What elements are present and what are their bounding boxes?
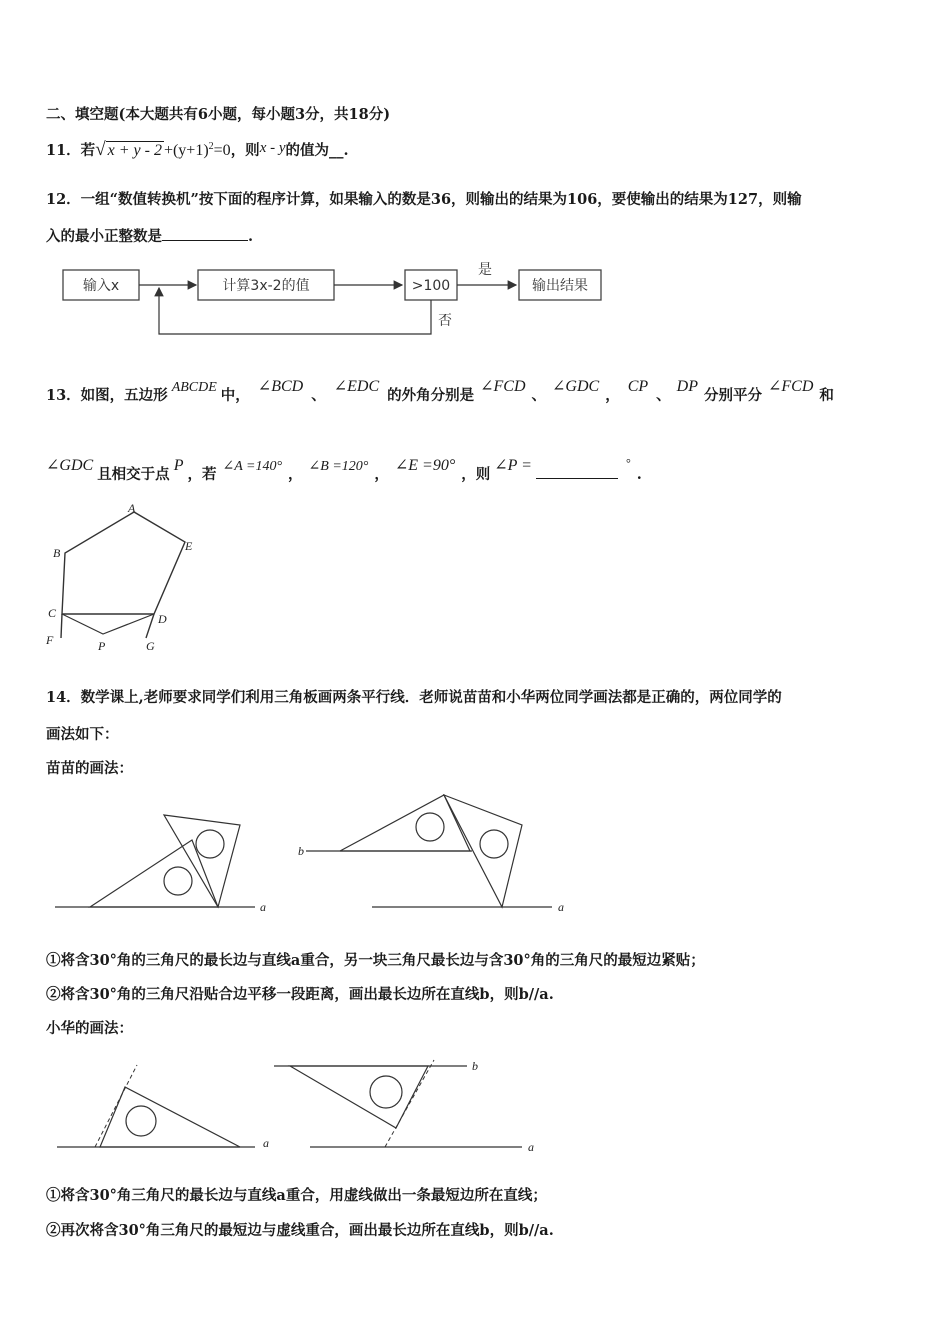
q11-number: 11．若 bbox=[46, 142, 96, 159]
q11-sqrt: √ x + y - 2 bbox=[95, 139, 162, 160]
label-g: G bbox=[146, 639, 155, 653]
question-11 bbox=[46, 139, 349, 161]
dashed-line bbox=[385, 1060, 434, 1147]
q13-ze: ，则 bbox=[461, 466, 491, 483]
xiaohua-title: 小华的画法： bbox=[46, 1020, 133, 1037]
label-e: E bbox=[185, 539, 193, 553]
q11-exponent: 2 bbox=[208, 141, 214, 153]
flow-output-label: 输出结果 bbox=[532, 278, 588, 294]
flow-yes-label: 是 bbox=[478, 262, 492, 278]
section-heading: 二、填空题(本大题共有6小题，每小题3分，共18分) bbox=[46, 106, 391, 123]
triangle-hole bbox=[416, 813, 444, 841]
q13-angle-b: ∠B =120° bbox=[308, 459, 369, 474]
xiaohua-figure-1 bbox=[55, 1055, 295, 1155]
flow-compute-label: 计算3x-2的值 bbox=[222, 278, 310, 294]
q11-equals-zero: =0 bbox=[213, 142, 231, 159]
flow-input-box bbox=[63, 270, 139, 300]
label-p: P bbox=[98, 639, 106, 653]
ray-dg bbox=[146, 614, 154, 638]
q13-he: 和 bbox=[819, 387, 834, 404]
triangle-second bbox=[164, 815, 240, 907]
triangle-hole bbox=[196, 830, 224, 858]
q13-angle-a: ∠A =140° bbox=[222, 459, 283, 474]
question-12-line1: 12．一组“数值转换机”按下面的程序计算，如果输入的数是36，则输出的结果为106，要使输出的结果为127，则输 bbox=[46, 191, 802, 208]
q13-comma-1: ， bbox=[605, 387, 620, 404]
q13-angle-fcd-2: ∠FCD bbox=[767, 378, 814, 395]
q13-zhong: 中， bbox=[220, 387, 250, 404]
q13-angle-e: ∠E =90° bbox=[394, 457, 456, 474]
dashed-line bbox=[95, 1065, 137, 1147]
flow-loop-arrow bbox=[159, 288, 431, 334]
flow-input-label: 输入x bbox=[82, 278, 120, 294]
label-a: A bbox=[128, 501, 136, 515]
miaomiao-figure-1 bbox=[50, 795, 290, 915]
flow-output-box bbox=[519, 270, 601, 300]
q13-period: . bbox=[636, 466, 642, 483]
q13-angle-p: ∠P = bbox=[494, 457, 532, 474]
q13-cp: CP bbox=[627, 378, 649, 395]
triangle-hole bbox=[164, 867, 192, 895]
q13-bisect-text: 分别平分 bbox=[703, 387, 762, 404]
triangle-hole bbox=[370, 1076, 402, 1108]
triangle-30deg bbox=[290, 1066, 428, 1128]
triangle-30deg bbox=[340, 795, 470, 851]
pentagon-abcde bbox=[62, 512, 185, 614]
q13-comma-3: ， bbox=[374, 466, 389, 483]
flowchart bbox=[55, 258, 615, 338]
q13-angle-edc: ∠EDC bbox=[333, 378, 380, 395]
q13-angle-gdc-2: ∠GDC bbox=[46, 457, 94, 474]
q12-line2-suffix: . bbox=[248, 228, 254, 245]
question-13-line1 bbox=[46, 376, 834, 405]
q13-angle-bcd: ∠BCD bbox=[257, 378, 304, 395]
q13-comma-2: ， bbox=[288, 466, 303, 483]
bisectors-cp-dp bbox=[62, 614, 154, 634]
label-a: a bbox=[260, 900, 266, 914]
q13-exterior-text: 的外角分别是 bbox=[387, 387, 475, 404]
q13-sep-1: 、 bbox=[311, 387, 326, 404]
q12-answer-blank bbox=[162, 226, 248, 241]
q11-radicand: x + y - 2 bbox=[107, 142, 162, 159]
flow-compare-label: >100 bbox=[411, 278, 451, 294]
q13-ruo: ，若 bbox=[187, 466, 217, 483]
q13-pentagon-name: ABCDE bbox=[171, 380, 217, 395]
q11-then: ，则 bbox=[230, 142, 260, 159]
xiaohua-step-2: ②再次将含30°角三角尺的最短边与虚线重合，画出最长边所在直线b，则b//a. bbox=[46, 1222, 554, 1239]
q11-squared-term: +(y+1) bbox=[163, 142, 209, 159]
q13-degree: ° bbox=[625, 456, 631, 470]
label-a: a bbox=[558, 900, 564, 914]
label-c: C bbox=[48, 606, 57, 620]
triangle-hole bbox=[126, 1106, 156, 1136]
miaomiao-step-1: ①将含30°角的三角尺的最长边与直线a重合，另一块三角尺最长边与含30°角的三角尺的最短边紧贴； bbox=[46, 952, 705, 969]
question-14-line2: 画法如下： bbox=[46, 726, 119, 743]
q13-point-p: P bbox=[173, 457, 184, 474]
label-a: a bbox=[263, 1136, 269, 1150]
q13-intro: 13．如图，五边形 bbox=[46, 387, 168, 404]
triangle-hole bbox=[480, 830, 508, 858]
q13-angle-fcd: ∠FCD bbox=[480, 378, 526, 395]
miaomiao-figure-2 bbox=[292, 795, 582, 915]
pentagon-figure bbox=[40, 498, 220, 658]
ray-cf bbox=[61, 614, 62, 638]
q11-expr: x - y bbox=[259, 140, 286, 156]
flow-compare-box bbox=[405, 270, 457, 300]
q13-dp: DP bbox=[676, 378, 698, 395]
question-12-line2 bbox=[46, 225, 253, 246]
q13-sep-2: 、 bbox=[531, 387, 547, 404]
label-b: b bbox=[298, 844, 304, 858]
flow-compute-box bbox=[198, 270, 334, 300]
label-f: F bbox=[46, 633, 54, 647]
q13-answer-blank bbox=[536, 464, 618, 479]
xiaohua-figure-2 bbox=[272, 1050, 542, 1160]
label-b: B bbox=[53, 546, 61, 560]
label-d: D bbox=[158, 612, 167, 626]
flow-no-label: 否 bbox=[438, 313, 452, 329]
question-13-line2 bbox=[46, 455, 642, 484]
label-a: a bbox=[528, 1140, 534, 1154]
xiaohua-step-1: ①将含30°角三角尺的最长边与直线a重合，用虚线做出一条最短边所在直线； bbox=[46, 1187, 547, 1204]
q13-sep-3: 、 bbox=[656, 387, 671, 404]
miaomiao-step-2: ②将含30°角的三角尺沿贴合边平移一段距离，画出最长边所在直线b，则b//a. bbox=[46, 986, 554, 1003]
question-14-line1: 14．数学课上,老师要求同学们利用三角板画两条平行线．老师说苗苗和小华两位同学画法都是正确的，两位同学的 bbox=[46, 689, 782, 706]
q13-meet-text: 且相交于点 bbox=[97, 466, 170, 483]
miaomiao-title: 苗苗的画法： bbox=[46, 760, 133, 777]
q12-line2-prefix: 入的最小正整数是 bbox=[46, 228, 162, 245]
label-b: b bbox=[472, 1059, 478, 1073]
q13-angle-gdc: ∠GDC bbox=[552, 378, 600, 395]
q11-tail: 的值为__. bbox=[285, 142, 349, 159]
